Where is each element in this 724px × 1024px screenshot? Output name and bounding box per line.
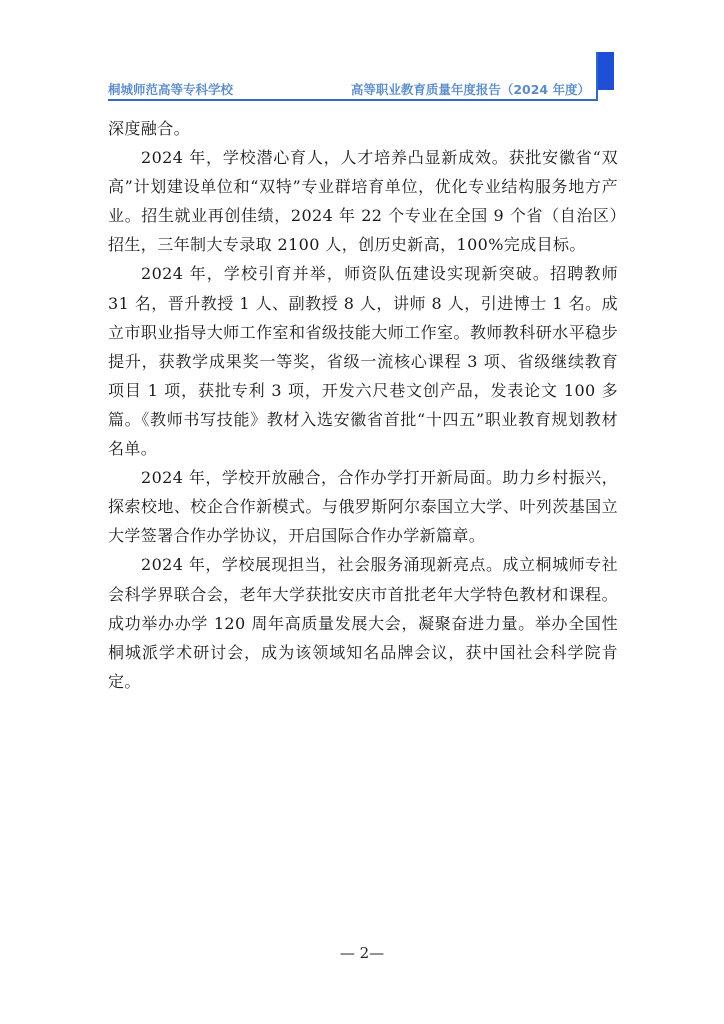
header-report-title: 高等职业教育质量年度报告（2024 年度）: [350, 82, 590, 97]
paragraph-open-cooperation: 2024 年，学校开放融合，合作办学打开新局面。助力乡村振兴，探索校地、校企合作新模式。与俄罗斯阿尔泰国立大学、叶列茨基国立大学签署合作办学协议，开启国际合作办学新篇章。: [108, 468, 618, 546]
running-header: [108, 80, 590, 98]
body-text: [108, 114, 618, 696]
header-accent-bar: [598, 52, 614, 90]
header-rule: [108, 99, 598, 101]
header-school-name: 桐城师范高等专科学校: [108, 82, 234, 97]
paragraph-faculty-building: 2024 年，学校引育并举，师资队伍建设实现新突破。招聘教师 31 名，晋升教授 1 人、副教授 8 人，讲师 8 人，引进博士 1 名。成立市职业指导大师工作室和省级技能大师工作室。教师教科研水平稳步提升，获教学成果奖一等奖，省级一流核心课程 3 项、省级继续教育项目 1 项，获批专利 3 项，开发六尺巷文创产品，发表论文 100 多篇。《教师书写技能》教材入选安徽省首批“十四五”职业教育规划教材名单。: [108, 264, 618, 459]
paragraph-continuation: 深度融合。: [108, 119, 191, 138]
page-number: — 2—: [339, 944, 385, 962]
paragraph-social-service: 2024 年，学校展现担当，社会服务涌现新亮点。成立桐城师专社会科学界联合会，老年大学获批安庆市首批老年大学特色教材和课程。成功举办办学 120 周年高质量发展大会，凝聚奋进力量。举办全国性桐城派学术研讨会，成为该领域知名品牌会议，获中国社会科学院肯定。: [108, 555, 618, 691]
paragraph-talent-training: 2024 年，学校潜心育人，人才培养凸显新成效。获批安徽省“双高”计划建设单位和“双特”专业群培育单位，优化专业结构服务地方产业。招生就业再创佳绩，2024 年 22 个专业在全国 9 个省（自治区）招生，三年制大专录取 2100 人，创历史新高，100%完成目标。: [108, 148, 618, 255]
